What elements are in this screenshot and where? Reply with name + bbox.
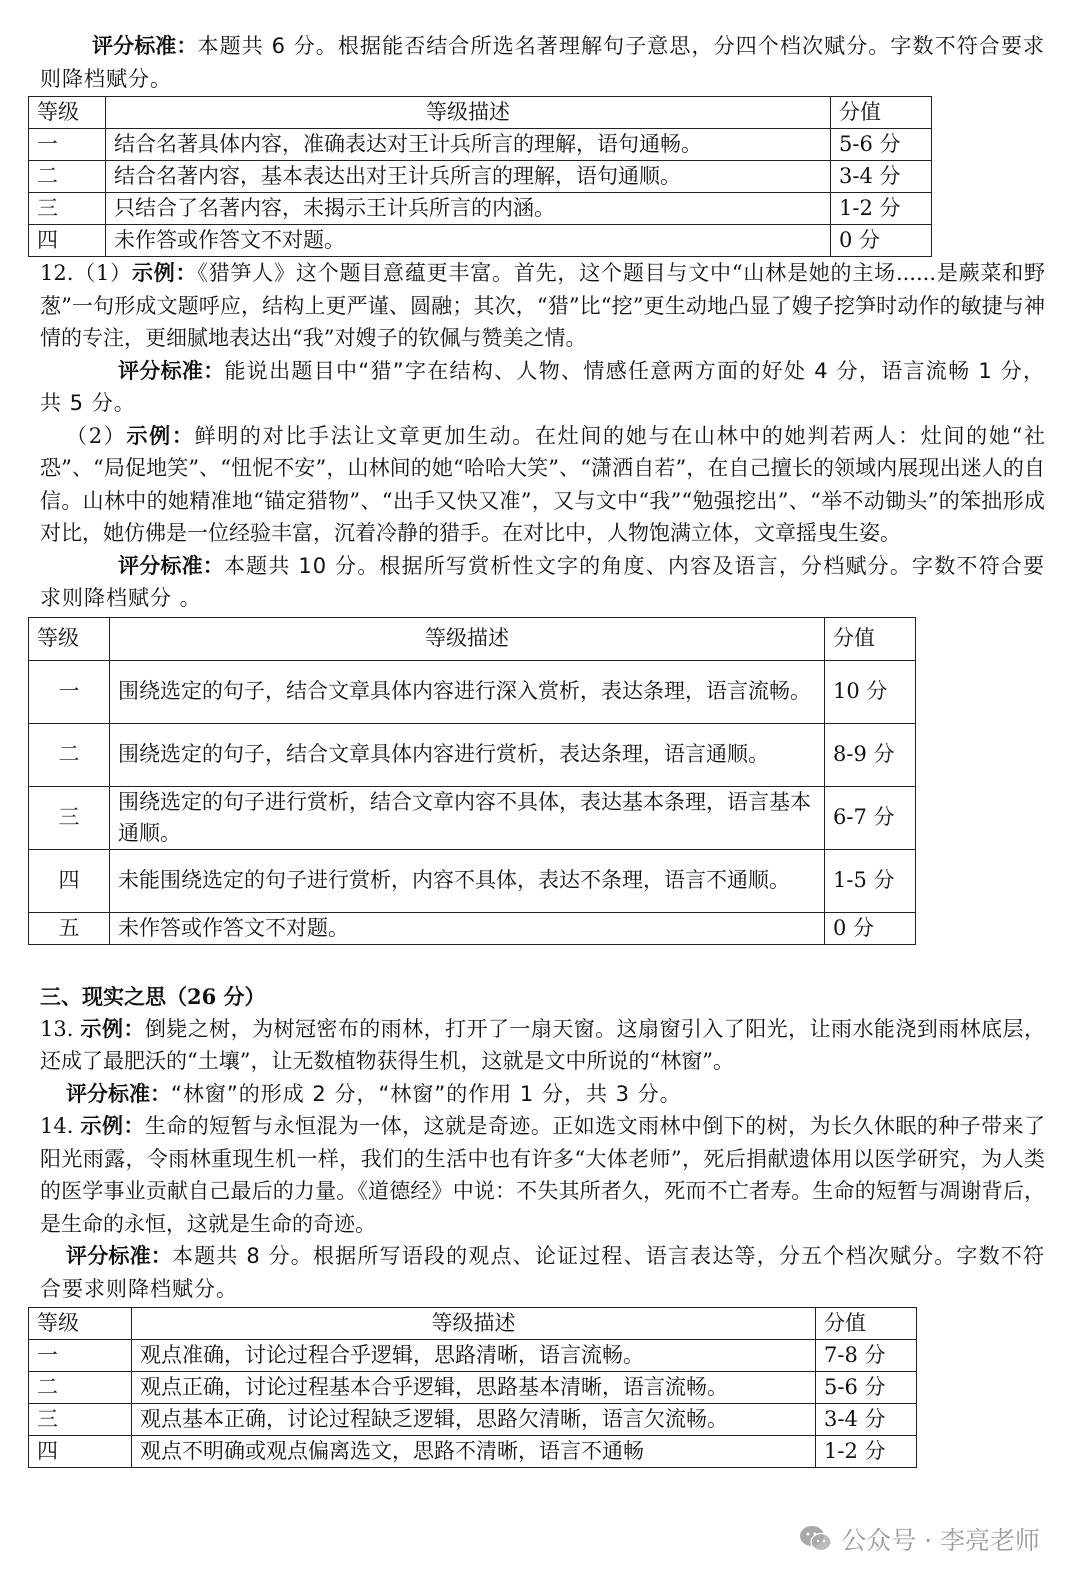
description-cell: 只结合了名著内容，未揭示王计兵所言的内涵。 — [106, 193, 831, 225]
q12-1-scoring — [40, 355, 1045, 420]
scoring-label: 评分标准： — [66, 1080, 171, 1106]
grade-cell: 四 — [29, 849, 110, 912]
watermark — [799, 1521, 1040, 1557]
description-cell: 观点正确，讨论过程基本合乎逻辑，思路基本清晰，语言流畅。 — [132, 1372, 816, 1404]
score-cell: 6-7 分 — [825, 786, 916, 849]
header-score: 分值 — [816, 1308, 917, 1340]
table-row — [29, 849, 916, 912]
question-number: 12.（1） — [40, 261, 132, 285]
grade-cell: 三 — [29, 193, 106, 225]
example-text: 《猎笋人》这个题目意蕴更丰富。首先，这个题目与文中“山林是她的主场......是蕨菜和野葱”一句形成文题呼应，结构上更严谨、圆融；其次，“猎”比“挖”更生动地凸显了嫂子挖笋时动作的敏捷与神情的专注，更细腻地表达出“我”对嫂子的钦佩与赞美之情。 — [40, 261, 1045, 350]
scoring-label: 评分标准： — [118, 357, 225, 383]
score-cell: 1-2 分 — [831, 193, 932, 225]
score-cell: 0 分 — [831, 225, 932, 257]
grade-cell: 四 — [29, 225, 106, 257]
score-cell: 3-4 分 — [831, 161, 932, 193]
grade-cell: 三 — [29, 1404, 132, 1436]
score-cell: 3-4 分 — [816, 1404, 917, 1436]
score-cell: 7-8 分 — [816, 1340, 917, 1372]
header-grade: 等级 — [29, 617, 110, 660]
scoring-text: 本题共 8 分。根据所写语段的观点、论证过程、语言表达等，分五个档次赋分。字数不符合要求则降档赋分。 — [40, 1244, 1046, 1301]
scoring-label: 评分标准： — [118, 552, 224, 578]
table-row — [29, 1436, 917, 1468]
example-text: 鲜明的对比手法让文章更加生动。在灶间的她与在山林中的她判若两人：灶间的她“社恐”、“局促地笑”、“忸怩不安”，山林间的她“哈哈大笑”、“潇洒自若”，在自己擅长的领域内展现出迷人的自信。山林中的她精准地“锚定猎物”、“出手又快又准”，又与文中“我”“勉强挖出”、“举不动锄头”的笨拙形成对比，她仿佛是一位经验丰富，沉着冷静的猎手。在对比中，人物饱满立体，文章摇曳生姿。 — [40, 423, 1045, 545]
example-label: 示例： — [126, 422, 195, 448]
table-header-row — [29, 1308, 917, 1340]
example-text: 倒毙之树，为树冠密布的雨林，打开了一扇天窗。这扇窗引入了阳光，让雨水能浇到雨林底层，还成了最肥沃的“土壤”，让无数植物获得生机，这就是文中所说的“林窗”。 — [40, 1016, 1045, 1073]
description-cell: 结合名著具体内容，准确表达对王计兵所言的理解，语句通畅。 — [106, 129, 831, 161]
description-cell: 围绕选定的句子，结合文章具体内容进行赏析，表达条理，语言通顺。 — [110, 723, 825, 786]
score-cell: 1-5 分 — [825, 849, 916, 912]
score-cell: 1-2 分 — [816, 1436, 917, 1468]
q13-example — [40, 1013, 1045, 1078]
example-label: 示例： — [131, 260, 198, 285]
score-cell: 0 分 — [825, 912, 916, 944]
grade-cell: 二 — [29, 161, 106, 193]
score-cell: 5-6 分 — [831, 129, 932, 161]
watermark-text: 公众号 · 李亮老师 — [841, 1526, 1040, 1555]
q12-2-example — [40, 420, 1045, 550]
header-grade: 等级 — [29, 97, 106, 129]
table-row — [29, 660, 916, 723]
scoring-text: 本题共 6 分。根据能否结合所选名著理解句子意思，分四个档次赋分。字数不符合要求则降档赋分。 — [40, 34, 1045, 91]
scoring-text: 本题共 10 分。根据所写赏析性文字的角度、内容及语言，分档赋分。字数不符合要求则降档赋分 。 — [40, 553, 1045, 610]
grade-cell: 二 — [29, 723, 110, 786]
scoring-label: 评分标准： — [92, 33, 198, 58]
question-number: 13. — [40, 1016, 74, 1041]
q14-scoring — [40, 1240, 1045, 1305]
header-description: 等级描述 — [132, 1308, 816, 1340]
q14-example — [40, 1110, 1045, 1240]
q12-2-scoring — [40, 550, 1045, 615]
table-row — [29, 193, 932, 225]
table-row — [29, 161, 932, 193]
description-cell: 结合名著内容，基本表达出对王计兵所言的理解，语句通顺。 — [106, 161, 831, 193]
table-row — [29, 912, 916, 944]
table-row — [29, 129, 932, 161]
table-row — [29, 723, 916, 786]
table-header-row — [29, 97, 932, 129]
answer-page — [37, 30, 1046, 1468]
description-cell: 围绕选定的句子，结合文章具体内容进行深入赏析，表达条理，语言流畅。 — [110, 660, 825, 723]
section-title: 三、现实之思（26 分） — [40, 983, 266, 1009]
question-number: （2） — [66, 423, 127, 448]
table-row — [29, 1340, 917, 1372]
example-label: 示例： — [80, 1113, 145, 1138]
example-label: 示例： — [80, 1015, 145, 1041]
score-cell: 10 分 — [825, 660, 916, 723]
q13-scoring — [40, 1078, 1045, 1111]
scoring-label: 评分标准： — [66, 1243, 172, 1268]
table-row — [29, 1372, 917, 1404]
description-cell: 观点不明确或观点偏离选文，思路不清晰，语言不通畅 — [132, 1436, 816, 1468]
grade-cell: 二 — [29, 1372, 132, 1404]
description-cell: 未能围绕选定的句子进行赏析，内容不具体，表达不条理，语言不通顺。 — [110, 849, 825, 912]
score-cell: 8-9 分 — [825, 723, 916, 786]
grade-cell: 一 — [29, 660, 110, 723]
grade-cell: 三 — [29, 786, 110, 849]
grading-table-2 — [28, 617, 916, 945]
description-cell: 未作答或作答文不对题。 — [110, 912, 825, 944]
score-cell: 5-6 分 — [816, 1372, 917, 1404]
table-row — [29, 225, 932, 257]
scoring-text: 能说出题目中“猎”字在结构、人物、情感任意两方面的好处 4 分，语言流畅 1 分，共 5 分。 — [40, 358, 1046, 415]
q12-1-example — [40, 257, 1045, 355]
grade-cell: 五 — [29, 912, 110, 944]
description-cell: 观点准确，讨论过程合乎逻辑，思路清晰，语言流畅。 — [132, 1340, 816, 1372]
grade-cell: 四 — [29, 1436, 132, 1468]
header-description: 等级描述 — [106, 97, 831, 129]
header-score: 分值 — [825, 617, 916, 660]
description-cell: 围绕选定的句子进行赏析，结合文章内容不具体，表达基本条理，语言基本通顺。 — [110, 786, 825, 849]
example-text: 生命的短暂与永恒混为一体，这就是奇迹。正如选文雨林中倒下的树，为长久休眠的种子带来了阳光雨露，令雨林重现生机一样，我们的生活中也有许多“大体老师”，死后捐献遗体用以医学研究，为人类的医学事业贡献自己最后的力量。《道德经》中说：不失其所者久，死而不亡者寿。生命的短暂与凋谢背后，是生命的永恒，这就是生命的奇迹。 — [40, 1114, 1045, 1236]
wechat-icon — [799, 1525, 833, 1553]
grade-cell: 一 — [29, 129, 106, 161]
table-row — [29, 1404, 917, 1436]
description-cell: 观点基本正确，讨论过程缺乏逻辑，思路欠清晰，语言欠流畅。 — [132, 1404, 816, 1436]
grading-table-1 — [28, 96, 932, 257]
header-score: 分值 — [831, 97, 932, 129]
grade-cell: 一 — [29, 1340, 132, 1372]
grading-table-3 — [28, 1307, 917, 1468]
table-header-row — [29, 617, 916, 660]
header-grade: 等级 — [29, 1308, 132, 1340]
table-row — [29, 786, 916, 849]
q11-scoring — [40, 30, 1045, 95]
header-description: 等级描述 — [110, 617, 825, 660]
scoring-text: “林窗”的形成 2 分，“林窗”的作用 1 分，共 3 分。 — [171, 1081, 682, 1106]
question-number: 14. — [40, 1114, 74, 1138]
description-cell: 未作答或作答文不对题。 — [106, 225, 831, 257]
